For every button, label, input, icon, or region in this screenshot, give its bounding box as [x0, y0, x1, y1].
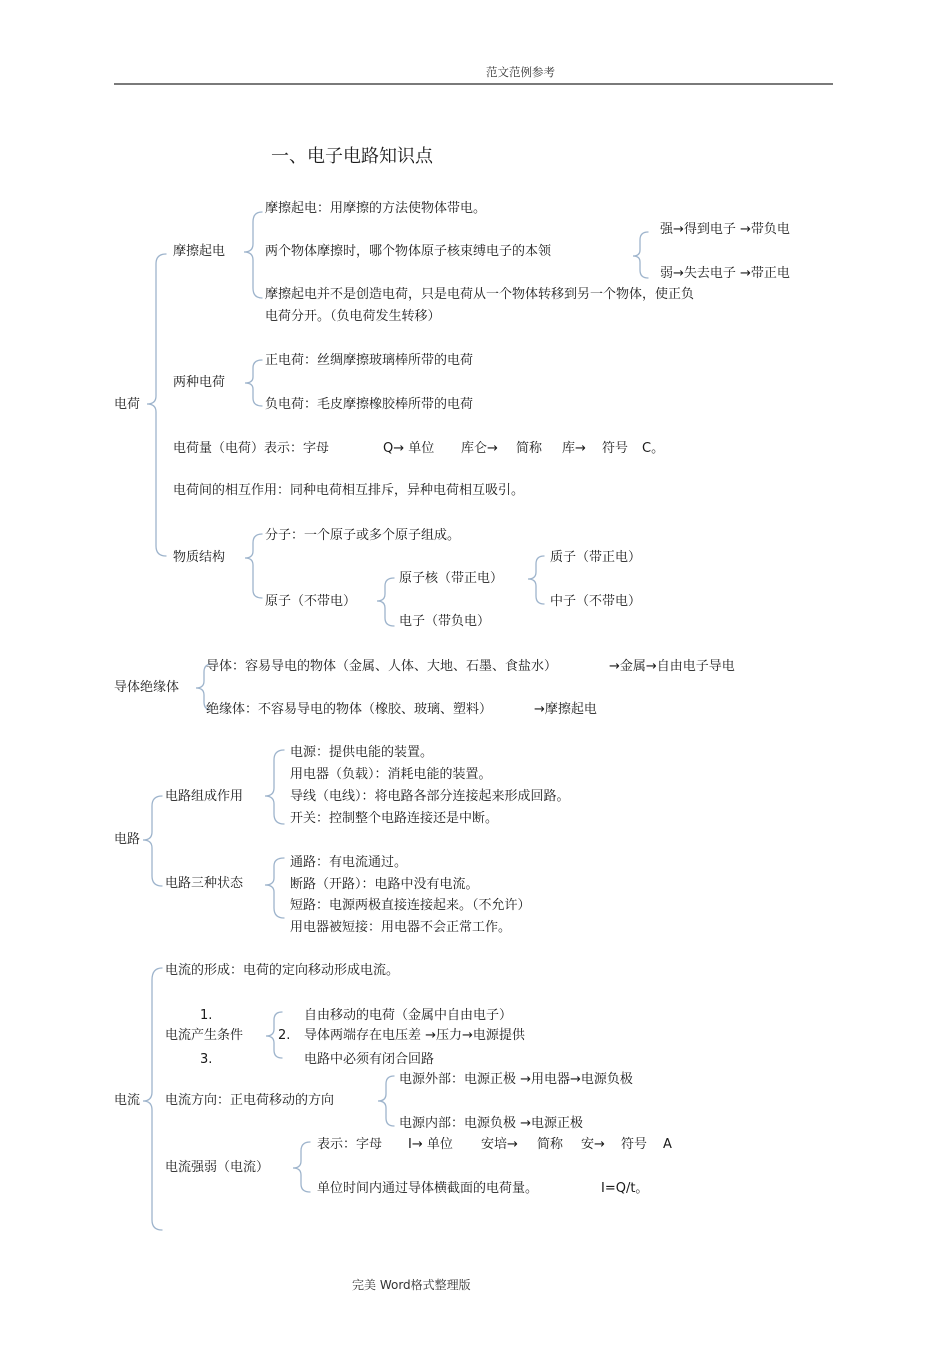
mocaqidian-question: 两个物体摩擦时，哪个物体原子核束缚电子的本领 [265, 244, 552, 259]
condition-3: 电路中必须有闭合回路 [304, 1052, 435, 1067]
current-sign-label: 符号 [621, 1137, 648, 1152]
brace-liangzhong [245, 360, 262, 406]
zucheng-item: 开关：控制整个电路连接还是中断。 [290, 811, 499, 826]
page-header: 范文范例参考 [486, 65, 555, 79]
node-dianliu: 电流 [114, 1093, 141, 1108]
nucleus: 原子核（带正电） [399, 571, 504, 586]
charge-quantity-label: 电荷量（电荷）表示：字母 [173, 441, 330, 456]
insulator-note: →摩擦起电 [534, 702, 597, 717]
current-definition: 单位时间内通过导体横截面的电荷量。 [317, 1181, 539, 1196]
charge-quantity-short: 库→ [562, 441, 586, 456]
current-unit: 安培→ [481, 1137, 518, 1152]
proton: 质子（带正电） [550, 550, 642, 565]
node-daoti: 导体绝缘体 [114, 680, 180, 695]
current-sign: A [663, 1137, 672, 1152]
condition-2: 导体两端存在电压差 →压力→电源提供 [304, 1028, 525, 1043]
mocaqidian-note-line1: 摩擦起电并不是创造电荷，只是电荷从一个物体转移到另一个物体，使正负 [265, 287, 695, 302]
charge-quantity-sign: C。 [642, 441, 665, 456]
node-tiaojian: 电流产生条件 [165, 1028, 244, 1043]
charge-quantity-unit: 库仑→ [461, 441, 498, 456]
current-formula: I=Q/t。 [601, 1181, 649, 1196]
negative-charge: 负电荷：毛皮摩擦橡胶棒所带的电荷 [265, 397, 474, 412]
mocaqidian-definition: 摩擦起电：用摩擦的方法使物体带电。 [265, 201, 487, 216]
positive-charge: 正电荷：丝绸摩擦玻璃棒所带的电荷 [265, 353, 474, 368]
atom: 原子（不带电） [265, 594, 357, 609]
condition-number-3: 3. [200, 1052, 213, 1067]
charge-interaction: 电荷间的相互作用：同种电荷相互排斥，异种电荷相互吸引。 [173, 483, 525, 498]
direction-inside: 电源内部：电源负极 →电源正极 [399, 1116, 584, 1131]
node-wuzhi: 物质结构 [173, 550, 226, 565]
condition-number-2: 2. [278, 1028, 291, 1043]
page-footer: 完美 Word格式整理版 [352, 1278, 471, 1292]
zhuangtai-item: 短路：电源两极直接连接起来。（不允许） [290, 898, 531, 913]
node-mocaqidian: 摩擦起电 [173, 244, 226, 259]
zucheng-item: 用电器（负载）：消耗电能的装置。 [290, 767, 492, 782]
current-short-label: 简称 [537, 1137, 564, 1152]
node-zhuangtai: 电路三种状态 [165, 876, 244, 891]
node-liangzhong: 两种电荷 [173, 375, 226, 390]
mocaqidian-note-line2: 电荷分开。（负电荷发生转移） [265, 309, 441, 324]
conductor: 导体：容易导电的物体（金属、人体、大地、石墨、食盐水） [206, 659, 558, 674]
brace-dianlu [143, 796, 162, 886]
brace-dianhe [147, 254, 166, 556]
node-qiangruo: 电流强弱（电流） [165, 1160, 270, 1175]
zucheng-item: 导线（电线）：将电路各部分连接起来形成回路。 [290, 789, 570, 804]
page-title: 一、电子电路知识点 [271, 146, 433, 167]
neutron: 中子（不带电） [550, 594, 642, 609]
header-rule [114, 83, 833, 85]
conductor-note: →金属→自由电子导电 [609, 659, 735, 674]
node-fangxiang: 电流方向：正电荷移动的方向 [165, 1093, 335, 1108]
condition-1: 自由移动的电荷（金属中自由电子） [304, 1008, 513, 1023]
brace-zhuangtai [265, 858, 284, 918]
node-dianlu: 电路 [114, 832, 141, 847]
current-short: 安→ [581, 1137, 605, 1152]
brace-zucheng [265, 750, 284, 824]
current-symbol: I→ 单位 [408, 1137, 453, 1152]
mocaqidian-strong: 强→得到电子 →带负电 [660, 222, 790, 237]
electron: 电子（带负电） [399, 614, 491, 629]
direction-outside: 电源外部：电源正极 →用电器→电源负极 [399, 1072, 633, 1087]
brace-qiangruo [293, 1142, 310, 1192]
condition-number-1: 1. [200, 1008, 213, 1023]
zhuangtai-item: 通路：有电流通过。 [290, 855, 408, 870]
node-dianhe: 电荷 [114, 397, 141, 412]
brace-mocaqidian [244, 212, 262, 298]
zhuangtai-item: 用电器被短接：用电器不会正常工作。 [290, 920, 512, 935]
current-formation: 电流的形成：电荷的定向移动形成电流。 [165, 963, 400, 978]
brace-atom [377, 578, 394, 626]
molecule: 分子：一个原子或多个原子组成。 [265, 528, 461, 543]
brace-qiangruo-electrons [633, 232, 648, 278]
brace-wuzhi [245, 534, 262, 598]
charge-quantity-sign-label: 符号 [602, 441, 629, 456]
brace-nucleus [528, 556, 544, 604]
charge-quantity-symbol: Q→ 单位 [383, 441, 435, 456]
zucheng-item: 电源：提供电能的装置。 [290, 745, 434, 760]
brace-dianliu [143, 968, 162, 1230]
current-symbol-label: 表示：字母 [317, 1137, 383, 1152]
zhuangtai-item: 断路（开路）：电路中没有电流。 [290, 877, 479, 892]
insulator: 绝缘体：不容易导电的物体（橡胶、玻璃、塑料） [206, 702, 493, 717]
charge-quantity-short-label: 简称 [516, 441, 543, 456]
brace-fangxiang [378, 1076, 394, 1126]
node-zucheng: 电路组成作用 [165, 789, 244, 804]
mocaqidian-weak: 弱→失去电子 →带正电 [660, 266, 790, 281]
